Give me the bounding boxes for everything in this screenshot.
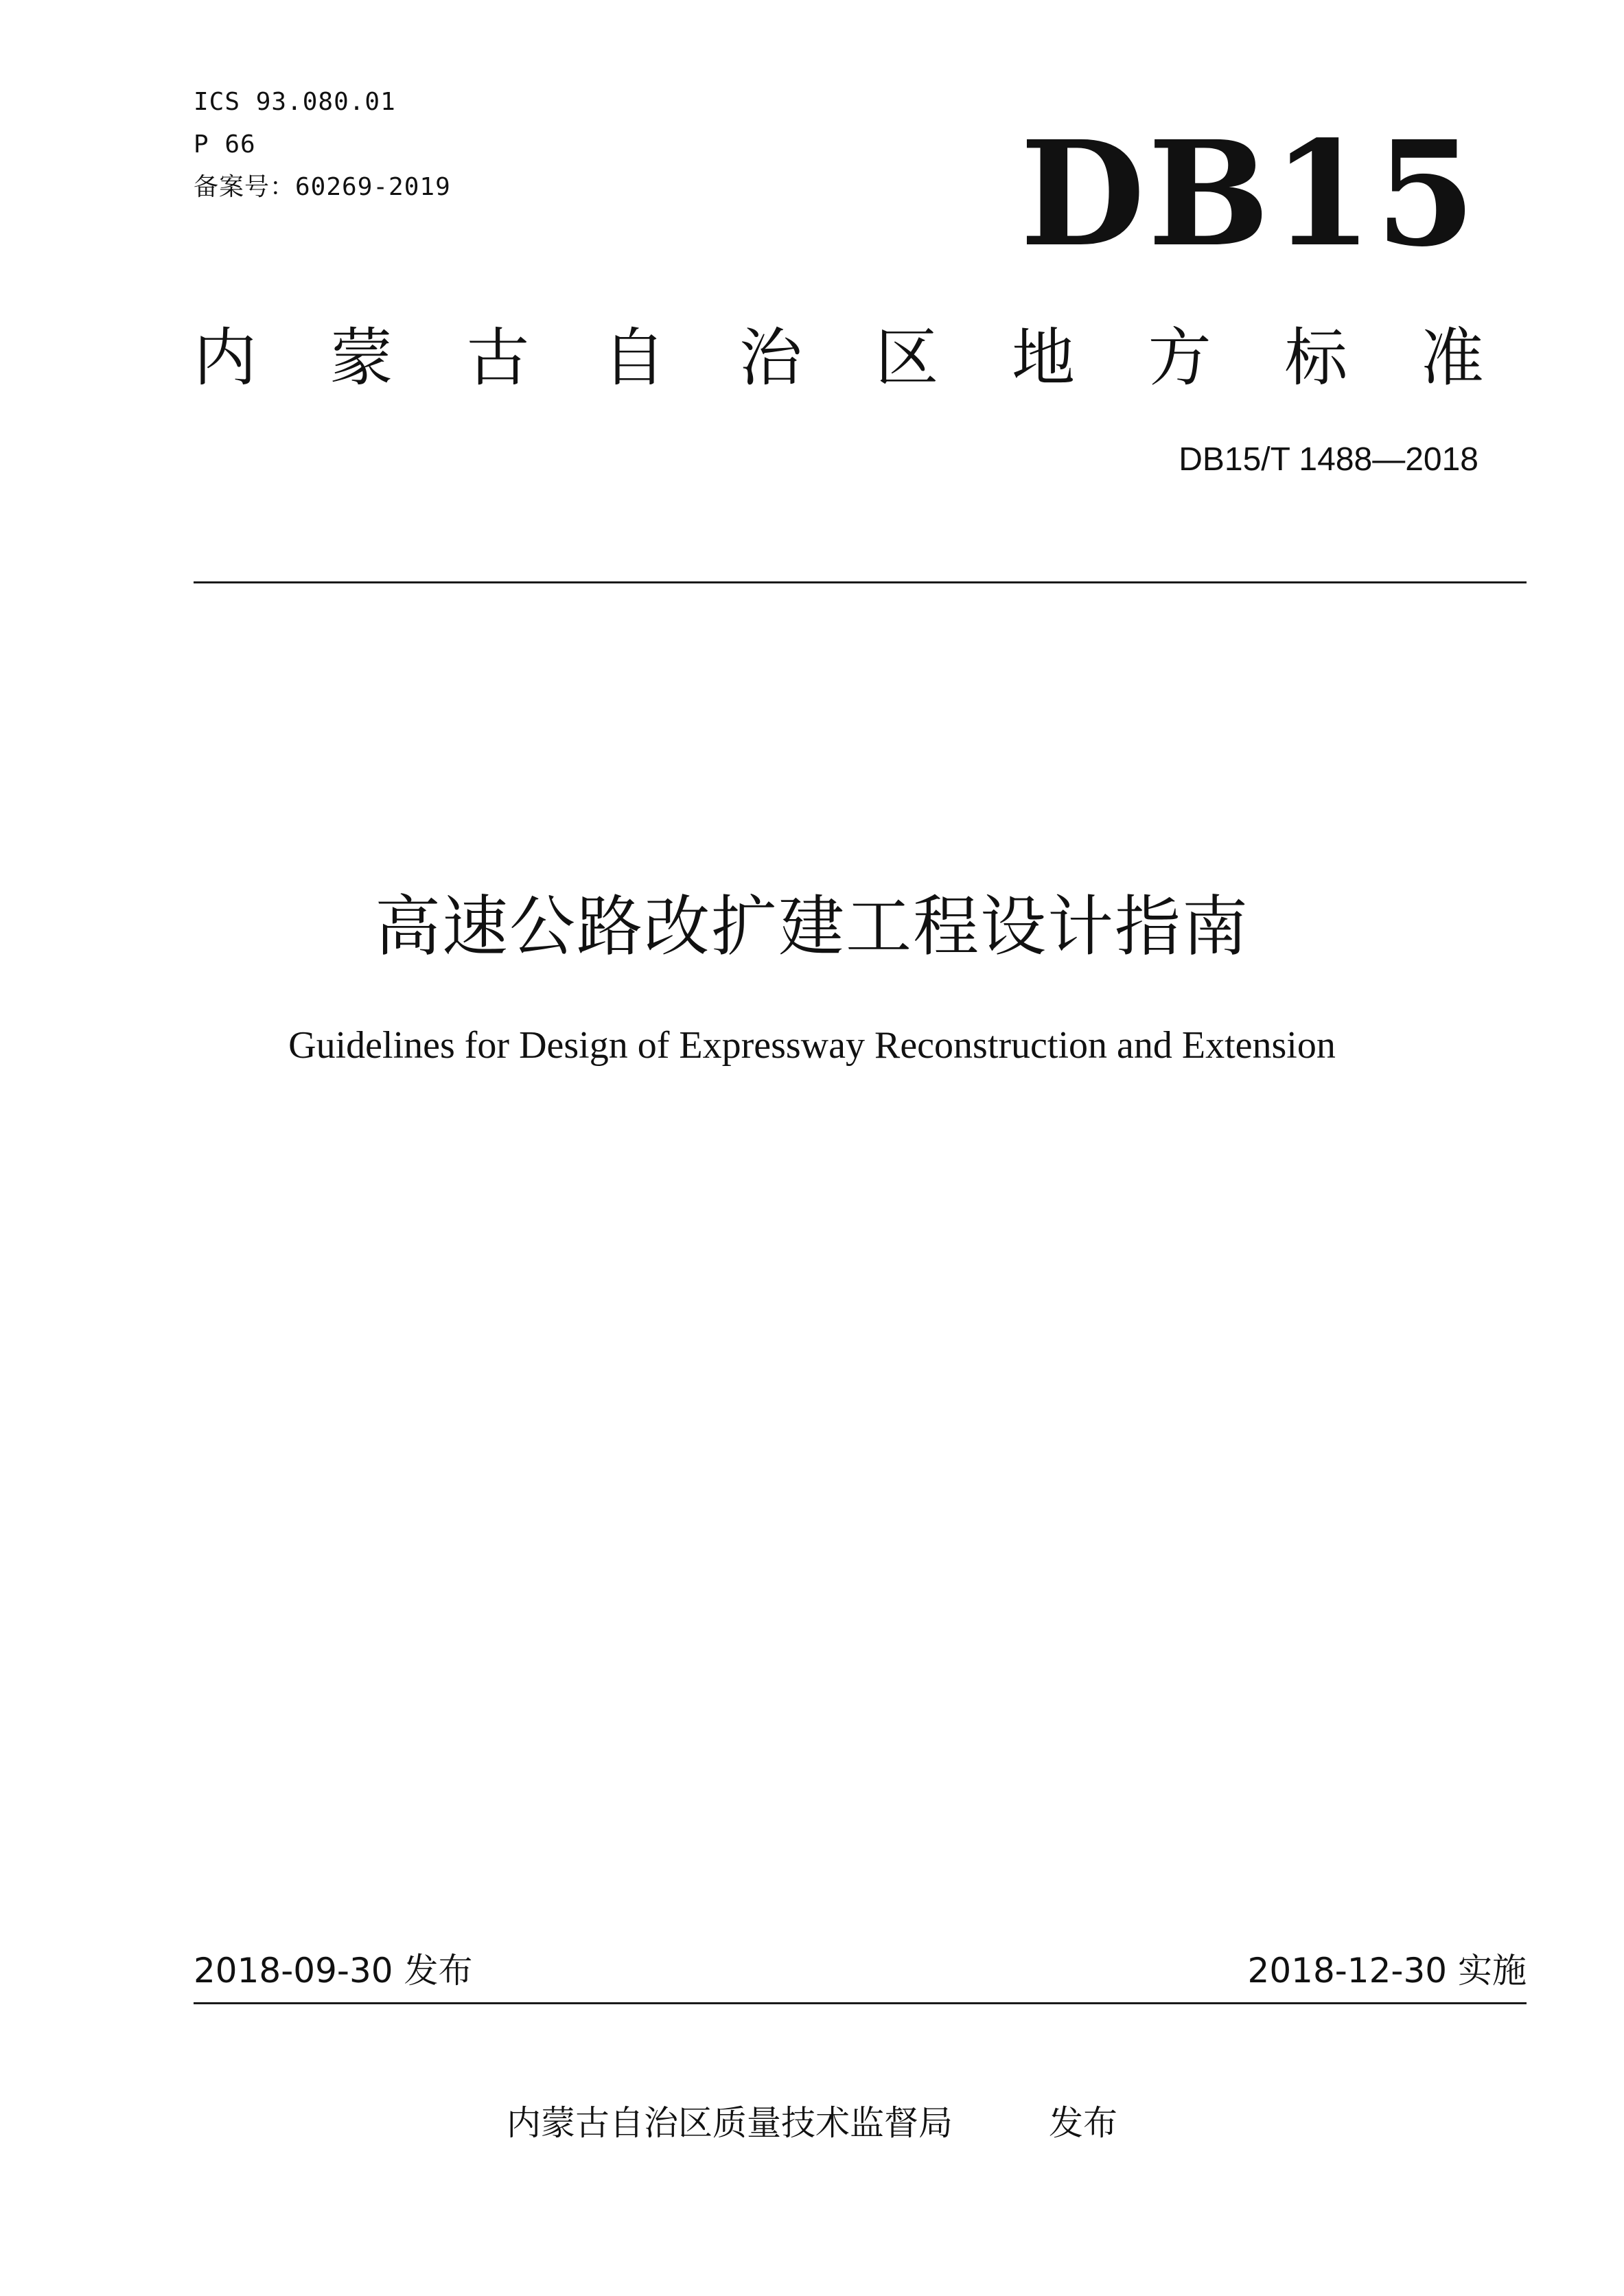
top-divider	[194, 581, 1527, 583]
standard-type-char: 蒙	[329, 321, 393, 395]
standard-number: DB15/T 1488—2018	[1179, 441, 1478, 478]
issuing-authority: 内蒙古自治区质量技术监督局	[507, 2103, 953, 2143]
issuer-line	[0, 2099, 1624, 2147]
issue-action: 发布	[1049, 2103, 1117, 2143]
standard-code-logo: DB15	[1020, 109, 1478, 279]
bottom-divider	[194, 2002, 1527, 2004]
classification-block	[194, 81, 451, 209]
standard-type-char: 自	[602, 321, 666, 395]
standard-type-char: 标	[1284, 321, 1348, 395]
standard-type-char: 区	[875, 321, 939, 395]
standard-type-char: 地	[1011, 321, 1075, 395]
implementation-date: 2018-12-30 实施	[1247, 1951, 1527, 1991]
standard-type-char: 内	[194, 321, 257, 395]
ics-code: ICS 93.080.01	[194, 88, 396, 116]
standard-type-char: 古	[466, 321, 530, 395]
record-number: 备案号：60269-2019	[194, 173, 451, 201]
standard-type-heading	[194, 317, 1484, 399]
document-title-english: Guidelines for Design of Expressway Reconstruction and Extension	[288, 1024, 1336, 1067]
publish-date: 2018-09-30 发布	[194, 1951, 473, 1991]
document-title-chinese: 高速公路改扩建工程设计指南	[375, 888, 1249, 965]
standard-type-char: 方	[1148, 321, 1211, 395]
ccs-code: P 66	[194, 130, 256, 159]
standard-type-char: 准	[1420, 321, 1484, 395]
standard-type-char: 治	[739, 321, 802, 395]
